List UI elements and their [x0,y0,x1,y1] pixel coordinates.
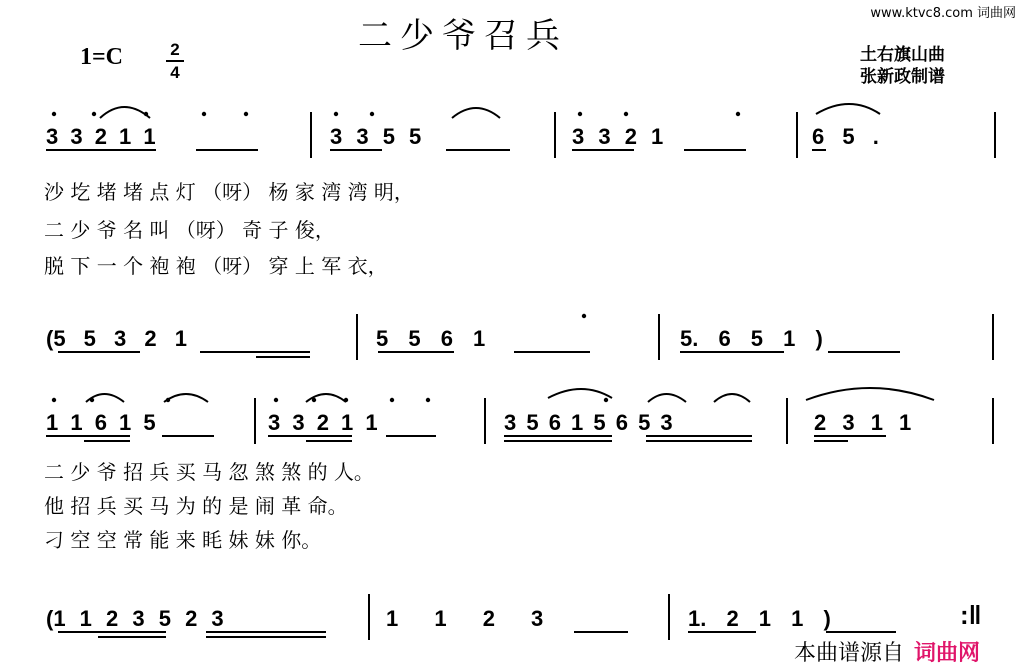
slur [806,388,934,400]
line4-measure3: 1. 2 1 1 ) [688,606,831,631]
octave-dot [166,398,170,402]
repeat-sign: :‖ [960,600,982,630]
slur [816,104,880,114]
octave-dot [312,398,316,402]
octave-dot [426,398,430,402]
meter-top: 2 [170,40,180,59]
line3-measure2: 3 3 2 1 1 [268,410,378,435]
line3-measure4: 2 3 1 1 [814,410,912,435]
credit-composer: 土右旗山曲 [860,45,945,65]
line3-lyric-verse2: 他 招 兵 买 马 为 的 是 闹 革 命。 [44,494,348,518]
line1-measure3: 3 3 2 1 [572,124,664,149]
octave-dot [92,112,96,116]
slur [714,394,750,402]
line1-lyric-verse2: 二 少 爷 名 叫 （呀） 奇 子 俊， [44,218,335,242]
line1-measure1: 3 3 2 1 1 [46,124,156,149]
slur [164,394,208,402]
source-brand: 词曲网 [914,641,981,666]
source-credit [794,636,980,667]
line2-measure2: 5 5 6 1 [376,326,486,351]
octave-dot [604,398,608,402]
line3-lyric-verse3: 刁 空 空 常 能 来 眊 妹 妹 你。 [44,528,322,552]
octave-dot [52,398,56,402]
line3-measure1: 1 1 6 1 5 [46,410,156,435]
line3-lyric-verse1: 二 少 爷 招 兵 买 马 忽 煞 煞 的 人。 [44,460,374,484]
line4-measure1: (1 1 2 3 5 2 3 [46,606,224,631]
octave-dot [244,112,248,116]
octave-dot [624,112,628,116]
octave-dot [370,112,374,116]
song-title: 二少爷召兵 [358,16,568,56]
slur [100,107,150,118]
octave-dot [390,398,394,402]
source-text: 本曲谱源自 [794,641,905,666]
line3-measure3: 3 5 6 1 5 6 5 3 [504,410,673,435]
site-watermark: www.ktvc8.com 词曲网 [870,6,1016,21]
meter-bottom: 4 [170,63,180,82]
line4-measure2: 1 1 2 3 [386,606,544,631]
line2-measure1: (5 5 3 2 1 [46,326,187,351]
octave-dot [274,398,278,402]
octave-dot [52,112,56,116]
line1-lyric-verse1: 沙 圪 堵 堵 点 灯 （呀） 杨 家 湾 湾 明， [44,180,414,204]
line2-measure3: 5. 6 5 1 ) [680,326,823,351]
octave-dot [334,112,338,116]
octave-dot [144,112,148,116]
octave-dot [202,112,206,116]
slur [548,389,612,398]
line1-measure2: 3 3 5 5 [330,124,422,149]
slur [452,108,500,118]
octave-dot [582,314,586,318]
line1-lyric-verse3: 脱 下 一 个 袍 袍 （呀） 穿 上 军 衣， [44,254,388,278]
octave-dot [578,112,582,116]
octave-dot [344,398,348,402]
credit-arranger: 张新政制谱 [860,67,945,87]
octave-dot [90,398,94,402]
key-signature: 1=C [80,44,124,70]
line1-measure4: 6 5 . [812,124,879,149]
octave-dot [736,112,740,116]
slur [648,394,686,402]
